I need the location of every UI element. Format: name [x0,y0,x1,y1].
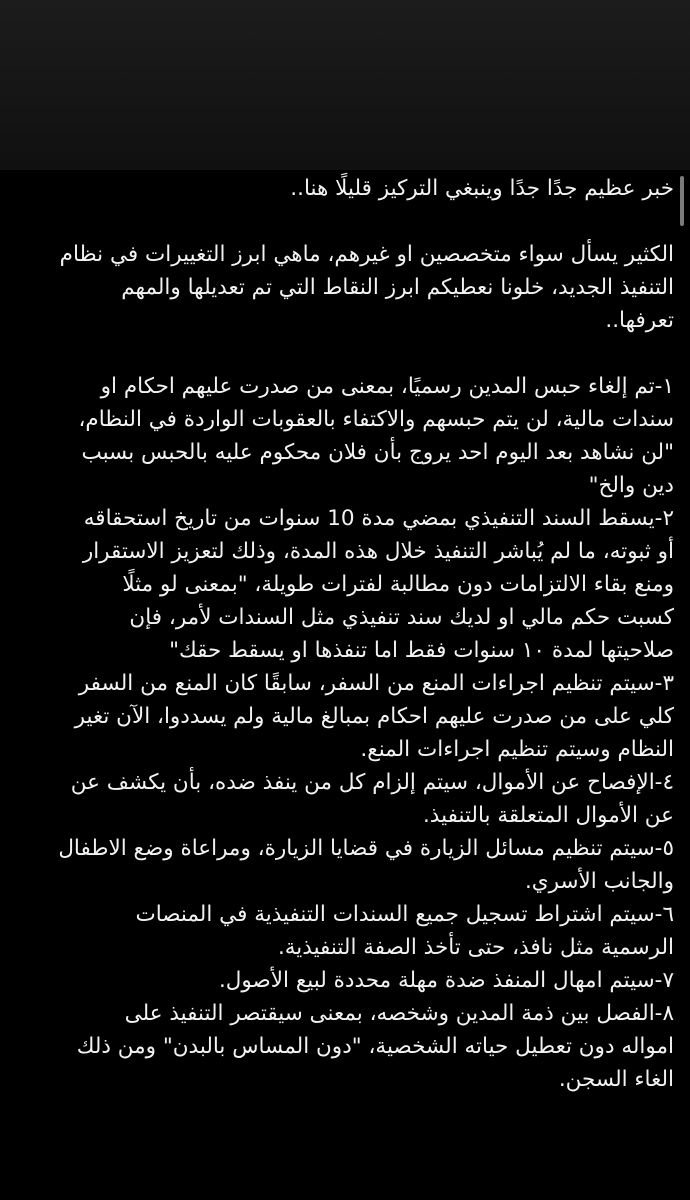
scrollbar-thumb[interactable] [680,176,684,226]
point-4 [22,766,674,832]
text-line: ٣-سيتم تنظيم اجراءات المنع من السفر، سابقًا كان المنع من السفر [78,671,674,696]
text-line: ٤-الإفصاح عن الأموال، سيتم إلزام كل من ينفذ ضده، بأن يكشف عن [70,770,674,795]
text-line: سندات مالية، لن يتم حبسهم والاكتفاء بالعقوبات الواردة في النظام، [78,407,674,432]
point-8 [22,997,674,1096]
text-line: النظام وسيتم تنظيم اجراءات المنع. [360,737,674,762]
post-body [22,172,674,1096]
text-line: ٨-الفصل بين ذمة المدين وشخصه، بمعنى سيقتصر التنفيذ على [124,1001,674,1026]
text-line: "لن نشاهد بعد اليوم احد يروج بأن فلان محكوم عليه بالحبس بسبب [81,440,674,465]
point-1 [22,370,674,502]
text-line: خبر عظيم جدًا جدًا وينبغي التركيز قليلًا هنا.. [290,176,674,201]
paragraph-gap [22,337,674,370]
text-line: التنفيذ الجديد، خلونا نعطيكم ابرز النقاط التي تم تعديلها والمهم [121,275,674,300]
point-3 [22,667,674,766]
text-line: كلي على من صدرت عليهم احكام بمبالغ مالية ولم يسددوا، الآن تغير [74,704,674,729]
text-line: والجانب الأسري. [524,869,674,894]
post-intro [22,172,674,205]
text-line: عن الأموال المتعلقة بالتنفيذ. [422,803,674,828]
point-7 [22,964,674,997]
blurred-header-band [0,0,690,170]
point-5 [22,832,674,898]
point-2 [22,502,674,667]
text-line: كسبت حكم مالي او لديك سند تنفيذي مثل السندات لأمر، فإن [129,605,674,630]
text-line: صلاحيتها لمدة ١٠ سنوات فقط اما تنفذها او يسقط حقك" [169,638,674,663]
text-line: الكثير يسأل سواء متخصصين او غيرهم، ماهي ابرز التغييرات في نظام [59,242,674,267]
text-line: ١-تم إلغاء حبس المدين رسميًا، بمعنى من صدرت عليهم احكام او [100,374,674,399]
post-lead-paragraph [22,238,674,337]
paragraph-gap [22,205,674,238]
text-line: ٥-سيتم تنظيم مسائل الزيارة في قضايا الزيارة، ومراعاة وضع الاطفال [58,836,674,861]
text-line: ٢-يسقط السند التنفيذي بمضي مدة 10 سنوات من تاريخ استحقاقه [83,506,674,531]
text-line: امواله دون تعطيل حياته الشخصية، "دون المساس بالبدن" ومن ذلك [76,1034,674,1059]
text-line: أو ثبوته، ما لم يُباشر التنفيذ خلال هذه المدة، وذلك لتعزيز الاستقرار [82,539,674,564]
point-6 [22,898,674,964]
text-line: الغاء السجن. [558,1067,674,1092]
text-line: ومنع بقاء الالتزامات دون مطالبة لفترات طويلة، "بمعنى لو مثلًا [122,572,674,597]
text-line: دين والخ" [588,473,674,498]
text-line: الرسمية مثل نافذ، حتى تأخذ الصفة التنفيذية. [277,935,674,960]
text-line: ٦-سيتم اشتراط تسجيل جميع السندات التنفيذية في المنصات [135,902,674,927]
text-line: ٧-سيتم امهال المنفذ ضدة مهلة محددة لبيع الأصول. [218,968,674,993]
text-line: تعرفها.. [605,308,674,333]
